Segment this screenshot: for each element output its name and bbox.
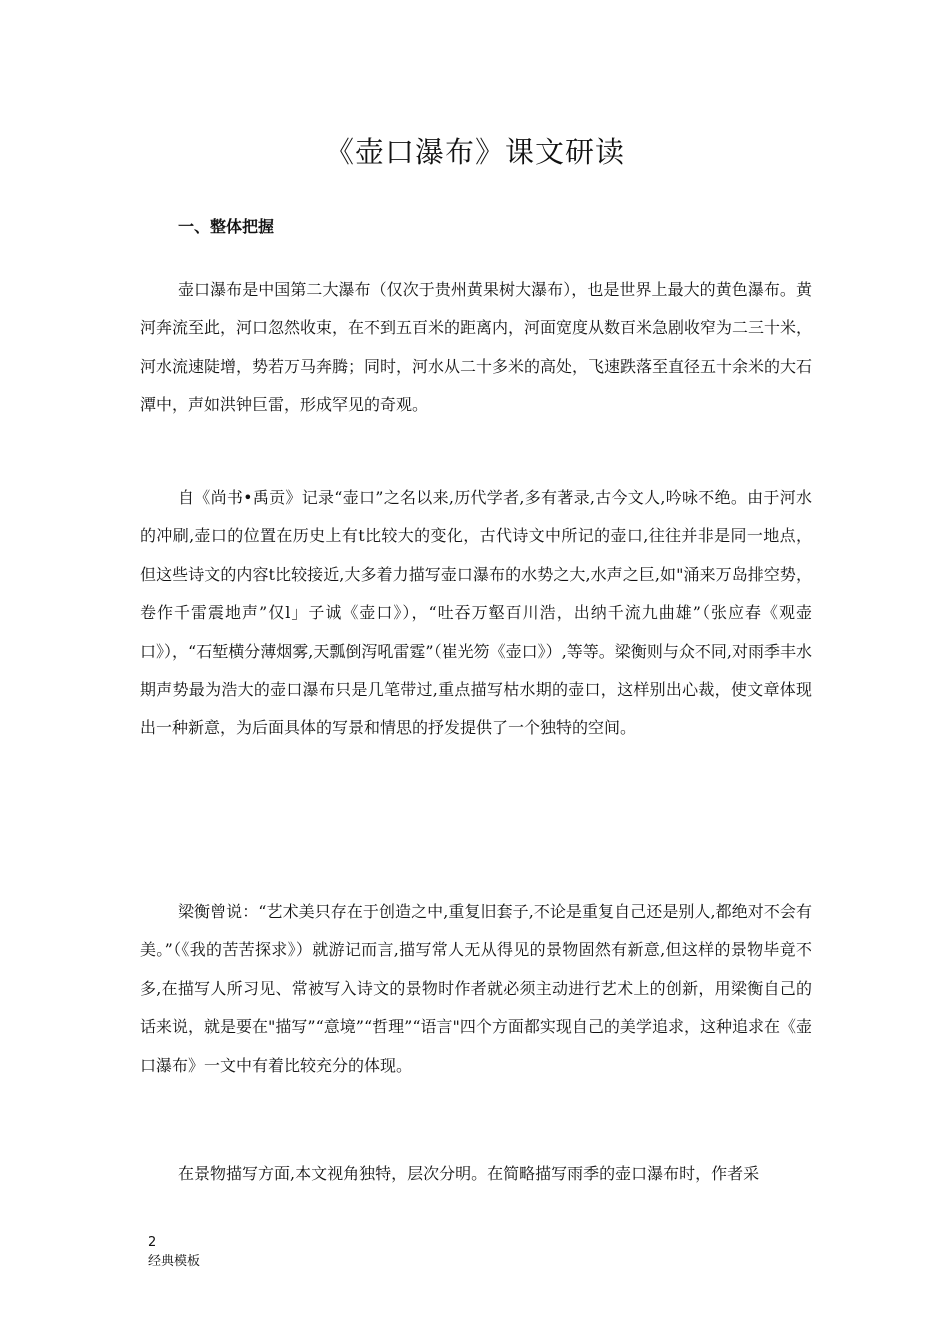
section-heading: 一、整体把握 [178,217,275,236]
body-paragraph: 壶口瀑布是中国第二大瀑布（仅次于贵州黄果树大瀑布），也是世界上最大的黄色瀑布。黄河奔流至此，河口忽然收束，在不到五百米的距离内，河面宽度从数百米急剧收窄为二三十米，河水流速陡增，势若万马奔腾；同时，河水从二十多米的高处，飞速跌落至直径五十余米的大石潭中，声如洪钟巨雷，形成罕见的奇观。 [140,280,813,415]
body-paragraph: 自《尚书•禹贡》记录“壶口”之名以来,历代学者,多有著录,古今文人,吟咏不绝。由于河水的冲刷,壶口的位置在历史上有t比较大的变化，古代诗文中所记的壶口,往往并非是同一地点，但这些诗文的内容t比较接近,大多着力描写壶口瀑布的水势之大,水声之巨,如"涌来万岛排空势，卷作千雷震地声”仅l」子诚《壶口》），“吐吞万壑百川浩，出纳千流九曲雄”（张应春《观壶口》），“石堑横分薄烟雾,天瓢倒泻吼雷霆”（崔光笏《壶口》）,等等。梁衡则与众不同,对雨季丰水期声势最为浩大的壶口瀑布只是几笔带过,重点描写枯水期的壶口，这样别出心裁，使文章体现出一种新意，为后面具体的写景和情思的抒发提供了一个独特的空间。 [140,488,812,738]
body-paragraph: 梁衡曾说：“艺术美只存在于创造之中,重复旧套子,不论是重复自己还是别人,都绝对不会有美。”（《我的苦苦探求》）就游记而言,描写常人无从得见的景物固然有新意,但这样的景物毕竟不多,在描写人所习见、常被写入诗文的景物时作者就必须主动进行艺术上的创新，用梁衡自己的话来说，就是要在"描写”“意境”“哲理”“语言"四个方面都实现自己的美学追求，这种追求在《壶口瀑布》一文中有着比较充分的体现。 [140,902,812,1075]
body-paragraph: 在景物描写方面,本文视角独特，层次分明。在简略描写雨季的壶口瀑布时，作者采 [178,1164,760,1183]
footer-label: 经典模板 [148,1254,201,1269]
page-title: 《壶口瀑布》课文研读 [324,135,625,169]
page-number: 2 [148,1235,157,1250]
